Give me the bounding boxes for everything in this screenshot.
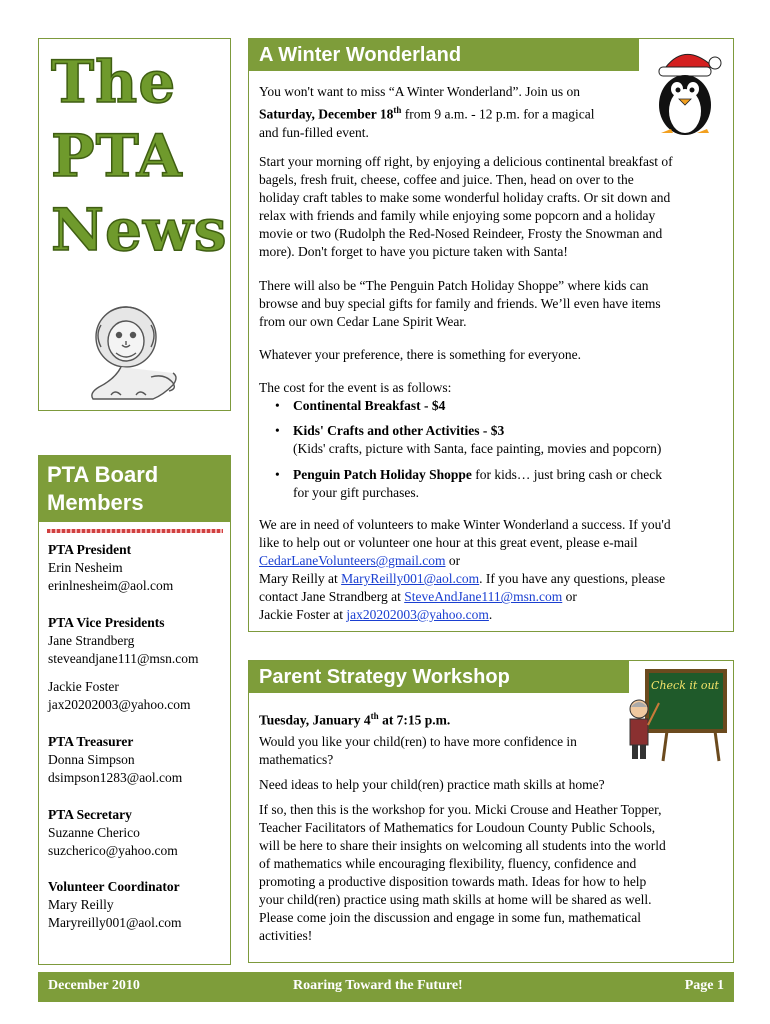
workshop-title: Parent Strategy Workshop — [249, 661, 629, 693]
board-member-email: Maryreilly001@aol.com — [48, 915, 182, 930]
board-role: PTA Vice Presidents — [48, 615, 165, 630]
winter-shoppe-paragraph: There will also be “The Penguin Patch Holiday Shoppe” where kids can browse and buy special gifts for family and friends. We’ll even have items from our own Cedar Lane Spirit Wear. — [259, 278, 661, 329]
winter-wonderland-article — [248, 38, 734, 632]
winter-wonderland-title: A Winter Wonderland — [249, 39, 639, 71]
winter-activities-paragraph: Start your morning off right, by enjoying a delicious continental breakfast of bagels, fresh fruit, cheese, coffee and juice. Then, head on over to the holiday craft tables to make some wonderful holiday crafts. Or sit down and relax with friends and family while enjoying some popcorn and a holiday movie or two (Rudolph the Red-Nosed Reindeer, Frosty the Snowman and more). Don't forget to have you picture taken with Santa! — [259, 154, 673, 259]
page-footer — [38, 972, 734, 1002]
winter-preference-paragraph: Whatever your preference, there is something for everyone. — [259, 347, 581, 362]
board-member-name: Suzanne Cherico — [48, 825, 140, 840]
footer-page-number: Page 1 — [684, 978, 724, 993]
penguin-santa-hat-illustration — [641, 41, 731, 141]
board-members-box — [38, 455, 231, 965]
cost-bullet-shoppe: • Penguin Patch Holiday Shoppe for kids… just bring cash or check for your gift purchases. — [275, 467, 663, 500]
masthead-title-the: The — [51, 48, 177, 116]
winter-intro-paragraph: You won't want to miss “A Winter Wonderland”. Join us on Saturday, December 18th from 9 a.m. - 12 p.m. for a magical and fun-filled event. — [259, 84, 595, 140]
footer-date: December 2010 — [48, 978, 140, 993]
volunteer-paragraph: We are in need of volunteers to make Winter Wonderland a success. If you'd like to help out or volunteer one hour at this great event, please e-mail CedarLaneVolunteers@gmail.com or Mary Reilly at MaryReilly001@aol.com. If you have any questions, please contact Jane Strandberg at SteveAndJane111@msn.com or Jackie Foster at jax20202003@yahoo.com. — [259, 517, 671, 622]
board-member-name: Jane Strandberg — [48, 633, 135, 648]
board-member-name: Mary Reilly — [48, 897, 114, 912]
workshop-question-paragraph: Would you like your child(ren) to have more confidence in mathematics? — [259, 734, 577, 767]
masthead-box — [38, 38, 231, 411]
email-link-mary-reilly[interactable]: MaryReilly001@aol.com — [341, 571, 480, 586]
cost-bullet-breakfast: • Continental Breakfast - $4 — [275, 398, 446, 413]
board-role: Volunteer Coordinator — [48, 879, 180, 894]
board-role: PTA President — [48, 542, 132, 557]
board-entry-treasurer — [48, 733, 182, 787]
board-entry-vice-president-2 — [48, 678, 191, 714]
board-role: PTA Secretary — [48, 807, 132, 822]
lion-mascot-illustration — [81, 297, 191, 407]
board-member-email: erinlnesheim@aol.com — [48, 578, 174, 593]
chalkboard-text: Check it out — [651, 679, 719, 692]
masthead-title-pta: PTA — [51, 122, 183, 190]
workshop-ideas-paragraph: Need ideas to help your child(ren) practice math skills at home? — [259, 777, 605, 792]
board-member-email: jax20202003@yahoo.com — [48, 697, 191, 712]
cost-intro: The cost for the event is as follows: — [259, 380, 452, 395]
email-link-jane-strandberg[interactable]: SteveAndJane111@msn.com — [404, 589, 563, 604]
board-entry-volunteer-coordinator — [48, 878, 182, 932]
workshop-article — [248, 660, 734, 963]
email-link-volunteers[interactable]: CedarLaneVolunteers@gmail.com — [259, 553, 446, 568]
board-role: PTA Treasurer — [48, 734, 134, 749]
workshop-date: Tuesday, January 4th at 7:15 p.m. — [259, 711, 451, 728]
board-entry-president — [48, 541, 173, 595]
event-date: Saturday, December 18 — [259, 106, 394, 122]
footer-slogan: Roaring Toward the Future! — [293, 978, 463, 993]
teacher-chalkboard-illustration — [623, 667, 729, 763]
board-member-name: Jackie Foster — [48, 679, 119, 694]
board-entry-vice-presidents — [48, 614, 199, 668]
board-member-email: dsimpson1283@aol.com — [48, 770, 183, 785]
cost-bullet-crafts: • Kids' Crafts and other Activities - $3 (Kids' crafts, picture with Santa, face painting, movies and popcorn) — [275, 423, 662, 456]
workshop-details-paragraph: If so, then this is the workshop for you. Micki Crouse and Heather Topper, Teacher Facilitators of Mathematics for Loudoun County Public Schools, will be here to share their insights on welcoming all students into the world of mathematics while encouraging flexibility, fluency, confidence and promoting a productive disposition towards math. Ideas for how to help your child(ren) practice using math skills at home will be shared as well. Please come join the discussion and engage in some fun, mathematical activities! — [259, 802, 666, 943]
board-entry-secretary — [48, 806, 178, 860]
board-member-name: Erin Nesheim — [48, 560, 123, 575]
board-member-name: Donna Simpson — [48, 752, 135, 767]
masthead-title-news: News — [51, 196, 228, 264]
email-link-jackie-foster[interactable]: jax20202003@yahoo.com — [346, 607, 489, 622]
board-member-email: steveandjane111@msn.com — [48, 651, 199, 666]
board-members-title: PTA Board Members — [39, 456, 230, 522]
decorative-divider — [47, 529, 223, 533]
board-member-email: suzcherico@yahoo.com — [48, 843, 178, 858]
